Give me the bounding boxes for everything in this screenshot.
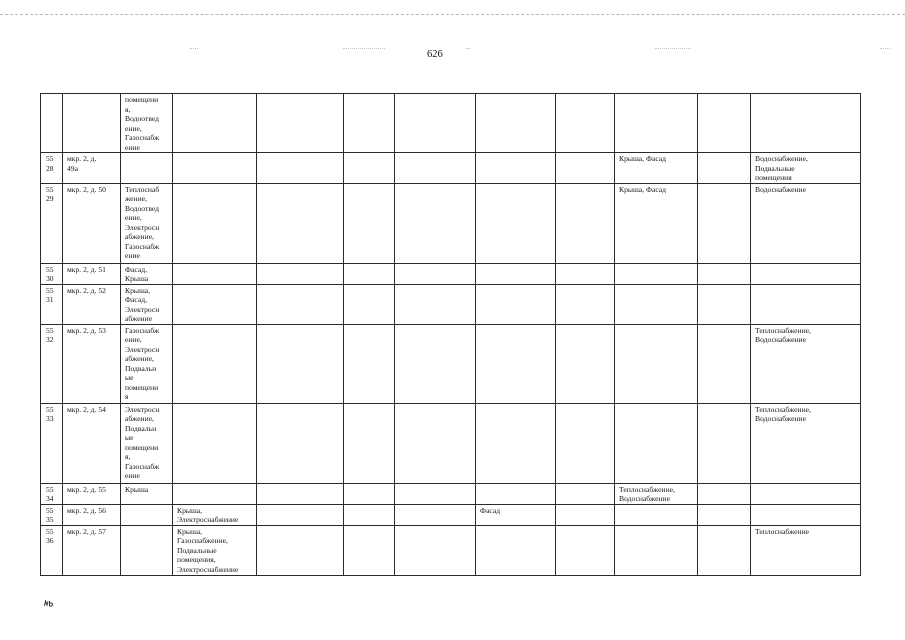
- row-number-cell: 55 32: [41, 324, 63, 403]
- row-number-cell: 55 34: [41, 483, 63, 504]
- address-cell: мкр. 2, д. 57: [63, 525, 121, 575]
- scan-noise: [655, 48, 691, 49]
- table-cell: [173, 403, 257, 483]
- row-number-cell: 55 35: [41, 504, 63, 525]
- table-cell: [257, 324, 344, 403]
- row-number-cell: 55 29: [41, 183, 63, 263]
- table-cell: [344, 153, 395, 184]
- table-cell: [257, 153, 344, 184]
- table-cell: [476, 284, 556, 324]
- table-cell: [615, 504, 698, 525]
- table-cell: Крыша, Электроснабжение: [173, 504, 257, 525]
- table-cell: Крыша, Фасад: [615, 183, 698, 263]
- table-cell: [395, 324, 476, 403]
- table-cell: [556, 94, 615, 153]
- address-cell: мкр. 2, д. 54: [63, 403, 121, 483]
- table-cell: [556, 403, 615, 483]
- table-cell: Крыша: [121, 483, 173, 504]
- table-cell: [395, 183, 476, 263]
- table-cell: [257, 263, 344, 284]
- address-cell: мкр. 2, д. 56: [63, 504, 121, 525]
- table-cell: [344, 483, 395, 504]
- scan-noise: [466, 48, 470, 49]
- table-cell: [395, 403, 476, 483]
- table-cell: [173, 94, 257, 153]
- table-cell: Водоснабжение: [751, 183, 861, 263]
- table-row: [41, 403, 861, 483]
- table-cell: [344, 284, 395, 324]
- table-cell: [121, 525, 173, 575]
- address-cell: мкр. 2, д. 53: [63, 324, 121, 403]
- table-cell: [698, 525, 751, 575]
- table-cell: [395, 94, 476, 153]
- table-cell: [751, 284, 861, 324]
- address-cell: мкр. 2, д. 55: [63, 483, 121, 504]
- table-cell: [344, 403, 395, 483]
- table-cell: Крыша, Газоснабжение, Подвальные помещения, Электроснабжение: [173, 525, 257, 575]
- table-cell: Крыша, Фасад: [615, 153, 698, 184]
- table-cell: [173, 263, 257, 284]
- row-number-cell: 55 30: [41, 263, 63, 284]
- table-cell: [698, 324, 751, 403]
- table-cell: [698, 263, 751, 284]
- table-cell: [556, 153, 615, 184]
- address-cell: мкр. 2, д. 52: [63, 284, 121, 324]
- table-cell: Крыша, Фасад, Электросн абжение: [121, 284, 173, 324]
- table-cell: [615, 284, 698, 324]
- table-cell: [698, 183, 751, 263]
- table-cell: [344, 263, 395, 284]
- table-cell: [615, 263, 698, 284]
- table-cell: Фасад, Крыша: [121, 263, 173, 284]
- table-cell: Фасад: [476, 504, 556, 525]
- table-row: [41, 504, 861, 525]
- table-cell: [698, 403, 751, 483]
- table-cell: [556, 483, 615, 504]
- table-cell: [751, 504, 861, 525]
- scan-mark: [44, 600, 54, 607]
- table-cell: [698, 153, 751, 184]
- table-cell: [344, 504, 395, 525]
- table-cell: [476, 483, 556, 504]
- table-cell: [698, 284, 751, 324]
- address-cell: мкр. 2, д. 50: [63, 183, 121, 263]
- table-cell: помещени я, Водоотвед ение, Газоснабж ение: [121, 94, 173, 153]
- table-row: [41, 284, 861, 324]
- table-cell: [257, 94, 344, 153]
- table-body: [41, 94, 861, 576]
- table-cell: Газоснабж ение, Электросн абжение, Подвальн ые помещени я: [121, 324, 173, 403]
- row-number-cell: 55 28: [41, 153, 63, 184]
- table-cell: [476, 183, 556, 263]
- table-cell: [257, 284, 344, 324]
- table-row: [41, 263, 861, 284]
- table-cell: [698, 483, 751, 504]
- table-cell: [476, 263, 556, 284]
- table-cell: [395, 504, 476, 525]
- table-cell: [395, 483, 476, 504]
- table-cell: [173, 284, 257, 324]
- table-cell: [615, 403, 698, 483]
- scan-noise: [343, 48, 385, 49]
- table-cell: [257, 483, 344, 504]
- address-cell: мкр. 2, д. 49а: [63, 153, 121, 184]
- table-cell: [615, 324, 698, 403]
- table-cell: [476, 324, 556, 403]
- table-cell: Теплоснаб жение, Водоотвед ение, Электросн абжение, Газоснабж ение: [121, 183, 173, 263]
- table-cell: Водоснабжение, Подвальные помещения: [751, 153, 861, 184]
- table-cell: Теплоснабжение, Водоснабжение: [751, 403, 861, 483]
- scan-noise: [190, 48, 198, 49]
- table-row: [41, 324, 861, 403]
- table-cell: [344, 183, 395, 263]
- table-cell: [395, 263, 476, 284]
- table-cell: [476, 403, 556, 483]
- table-cell: [615, 94, 698, 153]
- table-row: [41, 94, 861, 153]
- table-cell: [751, 94, 861, 153]
- table-cell: [173, 183, 257, 263]
- table-cell: [556, 183, 615, 263]
- table-cell: [257, 183, 344, 263]
- table-cell: [556, 324, 615, 403]
- row-number-cell: 55 33: [41, 403, 63, 483]
- table-cell: [556, 525, 615, 575]
- table-cell: [173, 324, 257, 403]
- table-cell: [476, 525, 556, 575]
- table-cell: [257, 403, 344, 483]
- table-cell: [395, 525, 476, 575]
- scan-noise: [880, 48, 890, 49]
- row-number-cell: 55 31: [41, 284, 63, 324]
- table-cell: [751, 483, 861, 504]
- table-cell: Электросн абжение, Подвальн ые помещени я, Газоснабж ение: [121, 403, 173, 483]
- table-cell: [121, 504, 173, 525]
- address-cell: мкр. 2, д. 51: [63, 263, 121, 284]
- table-cell: [751, 263, 861, 284]
- table-cell: [173, 153, 257, 184]
- table-cell: [615, 525, 698, 575]
- table-row: [41, 525, 861, 575]
- table-cell: Теплоснабжение: [751, 525, 861, 575]
- row-number-cell: 55 36: [41, 525, 63, 575]
- table-cell: [698, 504, 751, 525]
- table-cell: [121, 153, 173, 184]
- table-cell: [173, 483, 257, 504]
- table-cell: Теплоснабжение, Водоснабжение: [615, 483, 698, 504]
- table-cell: [344, 525, 395, 575]
- table-cell: [257, 504, 344, 525]
- table-cell: [344, 324, 395, 403]
- table-row: [41, 153, 861, 184]
- table-cell: [476, 153, 556, 184]
- table-cell: Теплоснабжение, Водоснабжение: [751, 324, 861, 403]
- table-cell: [698, 94, 751, 153]
- table-cell: [556, 504, 615, 525]
- table-cell: [476, 94, 556, 153]
- table-row: [41, 483, 861, 504]
- table-cell: [556, 284, 615, 324]
- table-cell: [395, 284, 476, 324]
- repair-works-table: [40, 93, 861, 576]
- table-cell: [395, 153, 476, 184]
- table-cell: [257, 525, 344, 575]
- page-number: 626: [427, 49, 443, 60]
- table-cell: [344, 94, 395, 153]
- row-number-cell: [41, 94, 63, 153]
- table-row: [41, 183, 861, 263]
- scan-edge-line: [0, 14, 905, 15]
- table-cell: [556, 263, 615, 284]
- address-cell: [63, 94, 121, 153]
